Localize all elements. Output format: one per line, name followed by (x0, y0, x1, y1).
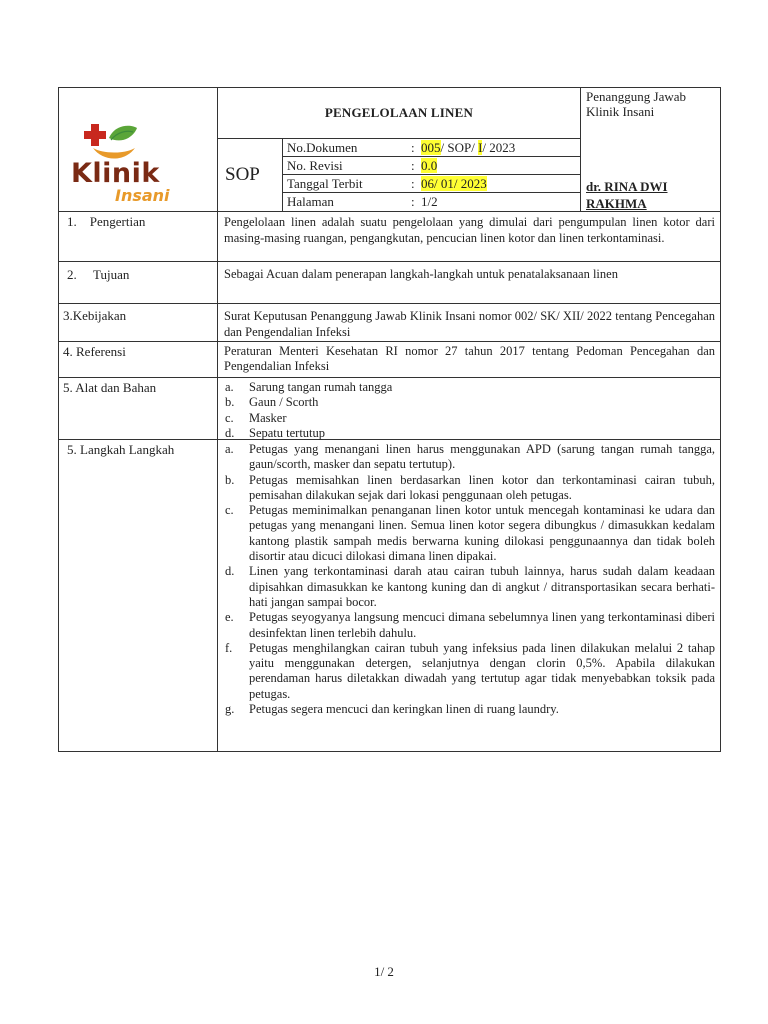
sop-label: SOP (225, 164, 260, 185)
section-label-kebijakan: 3.Kebijakan (63, 308, 127, 323)
list-item (217, 473, 715, 504)
list-item (217, 380, 712, 395)
list-text: Masker (249, 410, 287, 425)
list-item (217, 411, 712, 426)
list-marker: d. (225, 425, 235, 440)
field-value (421, 140, 515, 156)
responsible-name-line: RAKHMA (586, 196, 647, 211)
clinic-logo (65, 112, 213, 208)
field-label: No.Dokumen (287, 140, 358, 155)
value-part: / SOP/ (440, 140, 479, 155)
list-marker: c. (225, 410, 234, 425)
list-text: Petugas yang menangani linen harus menggunakan APD (sarung tangan rumah tangga, gaun/scorth, masker dan sepatu tertutup). (249, 442, 715, 472)
section-text-pengertian: Pengelolaan linen adalah suatu pengelolaan yang dimulai dari pengumpulan linen kotor dari masing-masing ruangan, pengangkutan, pencucian linen kotor dan linen terkontaminasi. (224, 215, 715, 245)
list-item (217, 702, 715, 717)
section-text-referensi: Peraturan Menteri Kesehatan RI nomor 27 tahun 2017 tentang Pedoman Pencegahan dan Pengendalian Infeksi (224, 344, 715, 373)
table-divider (580, 88, 581, 211)
page-number: 1/ 2 (374, 964, 394, 979)
list-text: Petugas memisahkan linen berdasarkan linen kotor dan terkontaminasi cairan tubuh, pemisahan dilakukan sejak dari lokasi penggunaan oleh petugas. (249, 472, 715, 502)
list-item (217, 442, 715, 473)
list-marker: d. (225, 564, 235, 579)
list-marker: e. (225, 610, 234, 625)
responsible-name (586, 178, 668, 212)
table-divider (59, 341, 721, 342)
field-value (421, 194, 438, 210)
list-item (217, 426, 712, 441)
field-label: Tanggal Terbit (287, 176, 363, 191)
document-fields (283, 139, 580, 211)
table-divider (59, 303, 721, 304)
list-text: Petugas seyogyanya langsung mencuci dimana sebelumnya linen yang terkontaminasi diberi desinfektan linen terlebih dahulu. (249, 610, 715, 640)
list-text: Petugas menghilangkan cairan tubuh yang infeksius pada linen dilakukan melalui 2 tahap yaitu menggunakan detergen, selanjutnya dengan clorin 0,5%. Apabila dilakukan perendaman harus diletakkan diwadah yang tertutup agar tidak menyebabkan toksik pada petugas. (249, 640, 715, 701)
document-title: PENGELOLAAN LINEN (324, 105, 474, 120)
list-text: Linen yang terkontaminasi darah atau cairan tubuh lainnya, harus sudah dalam keadaan dipisahkan dimasukkan ke kantong kuning dan di angkut / ditransportasikan secara berhati-hati jangan sampai bocor. (249, 564, 715, 609)
list-item (217, 564, 715, 610)
table-divider (59, 261, 721, 262)
section-text-tujuan: Sebagai Acuan dalam penerapan langkah-langkah untuk penatalaksanaan linen (224, 267, 618, 281)
alat-bahan-list (217, 380, 712, 441)
list-item (217, 395, 712, 410)
value-part: 1/2 (421, 194, 438, 209)
section-label-tujuan: 2. Tujuan (67, 267, 130, 282)
value-part: 005 (421, 140, 441, 155)
responsible-name-line: dr. RINA DWI (586, 179, 668, 194)
responsible-title: Penanggung Jawab Klinik Insani (586, 89, 687, 119)
list-text: Gaun / Scorth (249, 395, 319, 410)
field-row-no-revisi (283, 157, 574, 175)
section-label-langkah: 5. Langkah Langkah (67, 442, 175, 457)
list-text: Petugas meminimalkan penanganan linen kotor untuk mencegah kontaminasi ke udara dan petugas yang menangani linen. Semua linen kotor segera dibungkus / dimasukkan kedalam kantong plastik sampah medis berwarna kuning dilokasi penggunaannya dan tidak boleh disortir atau dicuci dilokasi dimana linen dipakai. (249, 503, 715, 564)
list-text: Petugas segera mencuci dan keringkan linen di ruang laundry. (249, 702, 559, 717)
value-part: 0.0 (421, 158, 438, 173)
value-part: / 2023 (482, 140, 516, 155)
field-value (421, 158, 437, 174)
table-divider (59, 377, 721, 378)
field-row-tanggal-terbit (283, 175, 574, 193)
list-marker: g. (225, 702, 235, 717)
field-label: No. Revisi (287, 158, 343, 173)
field-label: Halaman (287, 194, 334, 209)
value-part: 06/ 01/ 2023 (421, 176, 487, 191)
section-label-pengertian: 1. Pengertian (67, 214, 146, 229)
sop-document-table (58, 87, 721, 752)
list-marker: a. (225, 380, 234, 394)
list-item (217, 641, 715, 702)
list-text: Sarung tangan rumah tangga (249, 380, 393, 394)
field-colon: : (411, 176, 415, 191)
field-colon: : (411, 140, 415, 155)
list-marker: f. (225, 640, 233, 655)
field-value (421, 176, 487, 192)
langkah-list (217, 442, 715, 717)
logo-word-klinik: Klinik (71, 158, 160, 189)
list-item (217, 503, 715, 564)
section-text-kebijakan: Surat Keputusan Penanggung Jawab Klinik Insani nomor 002/ SK/ XII/ 2022 tentang Pencegahan dan Pengendalian Infeksi (224, 309, 715, 339)
list-marker: c. (225, 503, 234, 518)
section-label-referensi: 4. Referensi (63, 344, 126, 359)
field-row-halaman (283, 193, 574, 211)
list-marker: b. (225, 395, 235, 410)
field-colon: : (411, 158, 415, 173)
field-colon: : (411, 194, 415, 209)
list-marker: b. (225, 472, 235, 487)
list-item (217, 610, 715, 641)
section-label-alat-bahan: 5. Alat dan Bahan (63, 380, 157, 395)
list-marker: a. (225, 442, 234, 456)
value-part: I (478, 140, 483, 155)
list-text: Sepatu tertutup (249, 425, 326, 440)
logo-word-insani: Insani (115, 186, 170, 205)
field-row-no-dokumen (283, 139, 574, 157)
